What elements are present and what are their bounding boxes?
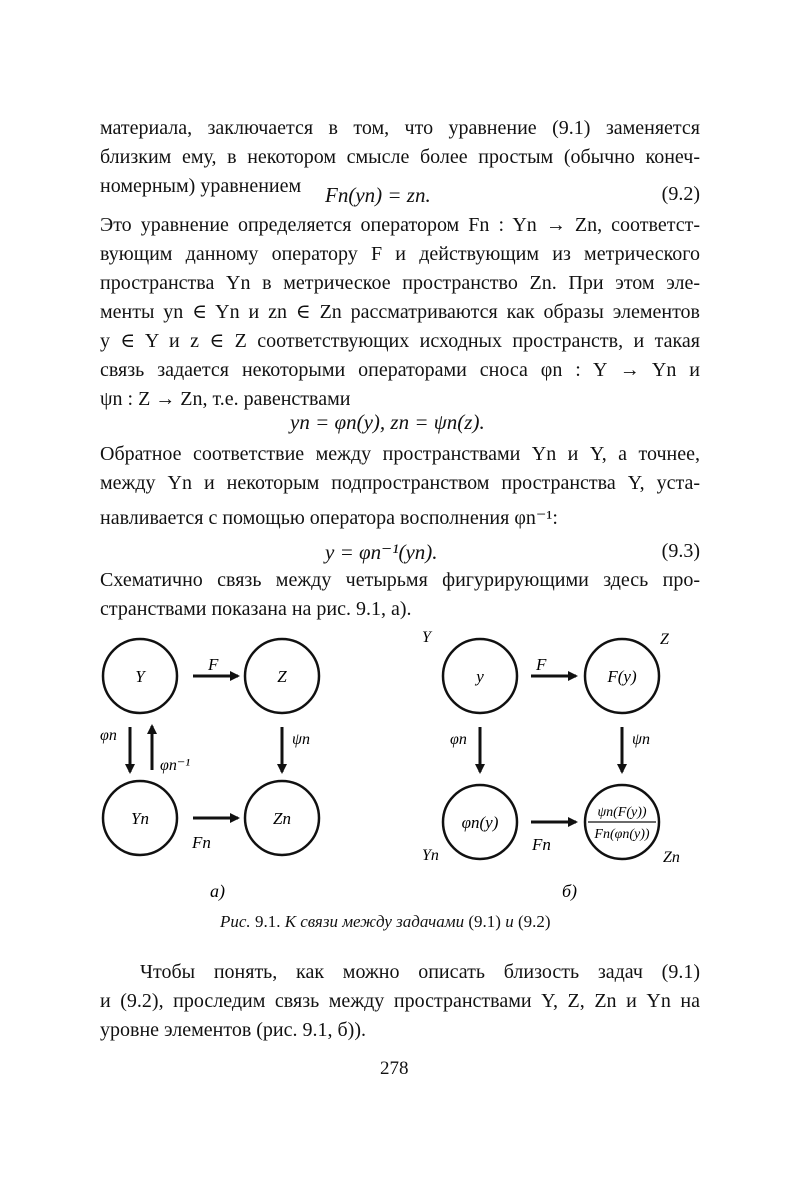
text-line: менты yn ∈ Yn и zn ∈ Zn рассматриваются как образы элементов xyxy=(100,301,700,323)
equation-number: (9.2) xyxy=(661,183,700,205)
node-label: φn(y) xyxy=(461,813,499,832)
text-line: уровне элементов (рис. 9.1, б)). xyxy=(100,1019,366,1041)
text-line: Это уравнение определяется оператором Fn : Yn → Zn, соответст- xyxy=(100,214,700,236)
text-line: между Yn и некоторым подпространством пространства Y, уста- xyxy=(100,472,700,494)
diagram-a xyxy=(100,639,319,902)
node-label: Fn(φn(y)) xyxy=(594,827,650,842)
text-line: ψn : Z → Zn, т.е. равенствами xyxy=(100,388,351,410)
paragraph-scheme xyxy=(100,566,700,624)
text-line: близким ему, в некотором смысле более простым (обычно конеч- xyxy=(100,146,700,168)
text-line: странствами показана на рис. 9.1, а). xyxy=(100,598,412,620)
equation-number: (9.3) xyxy=(661,540,700,562)
caption-prefix: Рис. xyxy=(220,912,251,931)
space-label: Zn xyxy=(663,849,680,866)
node-label: Zn xyxy=(273,809,291,828)
arrow-label: F xyxy=(208,655,219,674)
node-label: Yn xyxy=(131,809,149,828)
equation-formula: Fn(yn) = zn. xyxy=(325,183,431,207)
subfigure-label: а) xyxy=(210,881,225,901)
arrow-label: φn⁻¹ xyxy=(160,757,191,774)
text-line: Обратное соответствие между пространствами Yn и Y, а точнее, xyxy=(100,443,700,465)
arrow-label: ψn xyxy=(632,731,650,748)
space-label: Yn xyxy=(422,847,439,864)
text-line: навливается с помощью оператора восполнения φn⁻¹: xyxy=(100,507,558,529)
text-line: вующим данному оператору F и действующим из метрического xyxy=(100,243,700,265)
figure-9-1 xyxy=(100,620,700,910)
node-label: y xyxy=(476,667,484,686)
paragraph-operators xyxy=(100,211,700,414)
equation-9-3 xyxy=(325,540,438,565)
equation-formula: yn = φn(y), zn = ψn(z). xyxy=(290,410,485,434)
caption-ref: (9.2) xyxy=(517,912,551,931)
space-label: Y xyxy=(422,629,431,646)
node-label: Z xyxy=(277,667,287,686)
arrow-label: φn xyxy=(100,727,117,744)
space-label: Z xyxy=(660,631,669,648)
subfigure-label: б) xyxy=(562,881,578,901)
arrow-label: Fn xyxy=(192,833,211,852)
equation-formula: y = φn⁻¹(yn). xyxy=(325,540,438,564)
arrow-label: Fn xyxy=(532,835,551,854)
text-line: связь задается некоторыми операторами сноса φn : Y → Yn и xyxy=(100,359,700,381)
text-line: материала, заключается в том, что уравнение (9.1) заменяется xyxy=(100,117,700,139)
page-number: 278 xyxy=(380,1058,409,1079)
text-line: пространства Yn в метрическое пространство Zn. При этом эле- xyxy=(100,272,700,294)
text-line: и (9.2), проследим связь между пространствами Y, Z, Zn и Yn на xyxy=(100,990,700,1012)
equation-projection xyxy=(290,410,485,435)
node-label: F(y) xyxy=(607,667,637,686)
paragraph-inverse xyxy=(100,440,700,533)
text-line: номерным) уравнением xyxy=(100,175,302,197)
caption-and: и xyxy=(505,912,514,931)
diagram-b xyxy=(422,629,680,902)
node-label: Y xyxy=(135,667,145,686)
paragraph-closing xyxy=(100,958,700,1045)
text-line: Чтобы понять, как можно описать близость задач (9.1) xyxy=(140,961,700,983)
equation-9-2 xyxy=(325,183,431,208)
arrow-label: φn xyxy=(450,731,467,748)
arrow-label: F xyxy=(536,655,547,674)
caption-text: К связи между задачами xyxy=(284,912,465,931)
caption-number: 9.1. xyxy=(254,912,281,931)
text-line: y ∈ Y и z ∈ Z соответствующих исходных пространств, и такая xyxy=(100,330,700,352)
node-label: ψn(F(y)) xyxy=(597,805,647,820)
caption-ref: (9.1) xyxy=(468,912,501,931)
text-line: Схематично связь между четырьмя фигурирующими здесь про- xyxy=(100,569,700,591)
arrow-label: ψn xyxy=(292,731,310,748)
figure-caption xyxy=(220,912,551,932)
